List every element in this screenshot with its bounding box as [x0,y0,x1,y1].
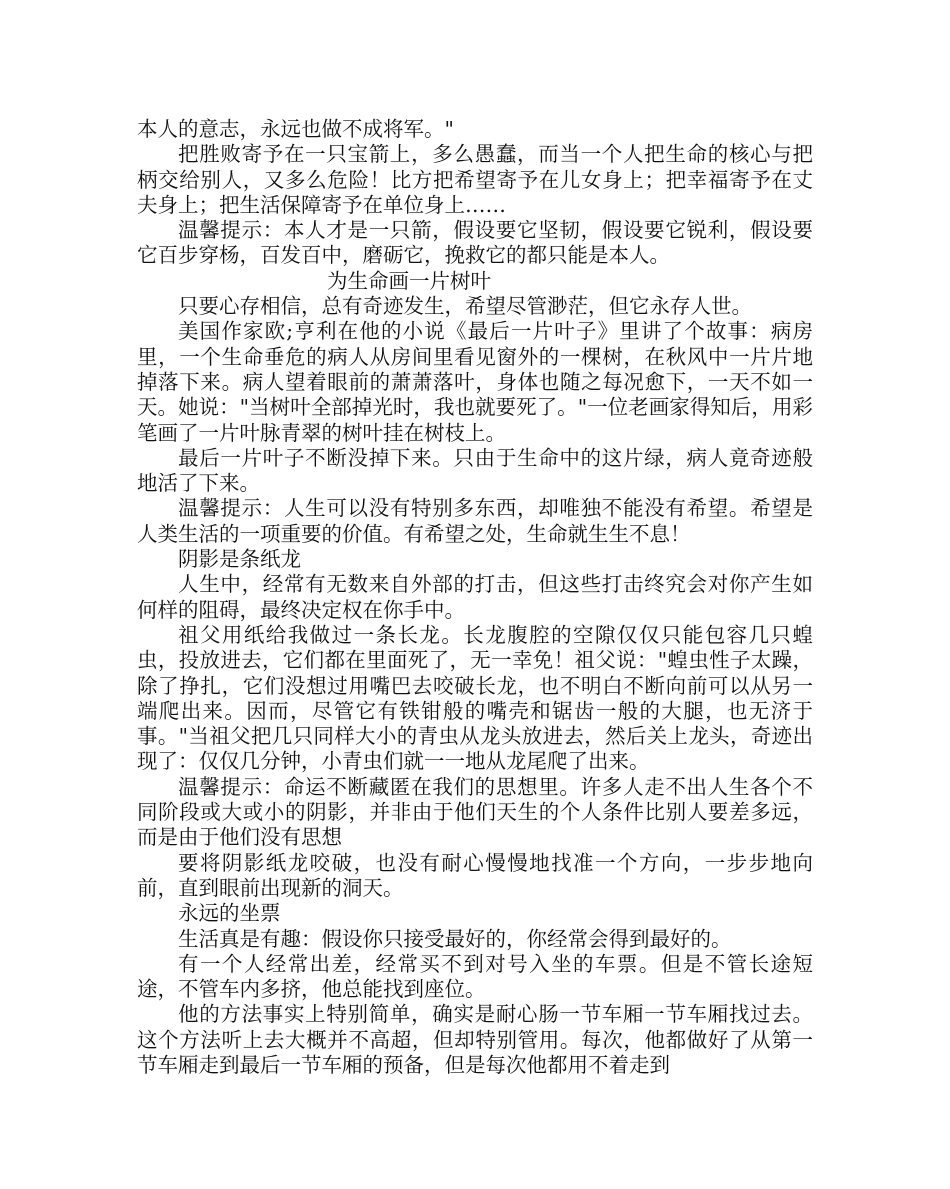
document-body [137,117,813,1078]
section-heading: 阴影是条纸龙 [178,547,301,572]
paragraph: 人生中，经常有无数来自外部的打击，但这些打击终究会对你产生如何样的阻碍，最终决定权在你手中。 [137,572,813,622]
paragraph: 他的方法事实上特别简单，确实是耐心肠一节车厢一节车厢找过去。这个方法听上去大概并不高超，但却特别管用。每次，他都做好了从第一节车厢走到最后一节车厢的预备，但是每次他都用不着走到 [137,1002,813,1077]
paragraph: 美国作家欧;亨利在他的小说《最后一片叶子》里讲了个故事：病房里，一个生命垂危的病人从房间里看见窗外的一棵树，在秋风中一片片地掉落下来。病人望着眼前的萧萧落叶，身体也随之每况愈下，一天不如一天。她说："当树叶全部掉光时，我也就要死了。"一位老画家得知后，用彩笔画了一片叶脉青翠的树叶挂在树枝上。 [137,319,813,445]
paragraph: 有一个人经常出差，经常买不到对号入坐的车票。但是不管长途短途，不管车内多挤，他总能找到座位。 [137,951,813,1002]
paragraph: 最后一片叶子不断没掉下来。只由于生命中的这片绿，病人竟奇迹般地活了下来。 [137,445,813,496]
section-heading: 永远的坐票 [178,901,281,926]
paragraph: 要将阴影纸龙咬破，也没有耐心慢慢地找准一个方向，一步步地向前，直到眼前出现新的洞天。 [137,850,813,900]
paragraph: 本人的意志，永远也做不成将军。" [137,117,454,141]
paragraph: 把胜败寄予在一只宝箭上，多么愚蠢，而当一个人把生命的核心与把柄交给别人，又多么危险！比方把希望寄予在儿女身上；把幸福寄予在丈夫身上；把生活保障寄予在单位身上…… [137,142,813,217]
paragraph: 温馨提示：人生可以没有特别多东西，却唯独不能没有希望。希望是人类生活的一项重要的价值。有希望之处，生命就生生不息！ [137,496,813,546]
section-title: 为生命画一片树叶 [327,268,491,293]
paragraph: 只要心存相信，总有奇迹发生，希望尽管渺茫，但它永存人世。 [178,294,752,319]
paragraph: 温馨提示：命运不断藏匿在我们的思想里。许多人走不出人生各个不同阶段或大或小的阴影，并非由于他们天生的个人条件比别人要差多远，而是由于他们没有思想 [137,774,813,850]
paragraph: 温馨提示：本人才是一只箭，假设要它坚韧，假设要它锐利，假设要它百步穿杨，百发百中，磨砺它，挽救它的都只能是本人。 [137,218,813,268]
paragraph: 祖父用纸给我做过一条长龙。长龙腹腔的空隙仅仅只能包容几只蝗虫，投放进去，它们都在里面死了，无一幸免！祖父说："蝗虫性子太躁，除了挣扎，它们没想过用嘴巴去咬破长龙，也不明白不断向前可以从另一端爬出来。因而，尽管它有铁钳般的嘴壳和锯齿一般的大腿，也无济于事。"当祖父把几只同样大小的青虫从龙头放进去，然后关上龙头，奇迹出现了：仅仅几分钟，小青虫们就一一地从龙尾爬了出来。 [137,622,813,774]
paragraph: 生活真是有趣：假设你只接受最好的，你经常会得到最好的。 [178,926,732,951]
